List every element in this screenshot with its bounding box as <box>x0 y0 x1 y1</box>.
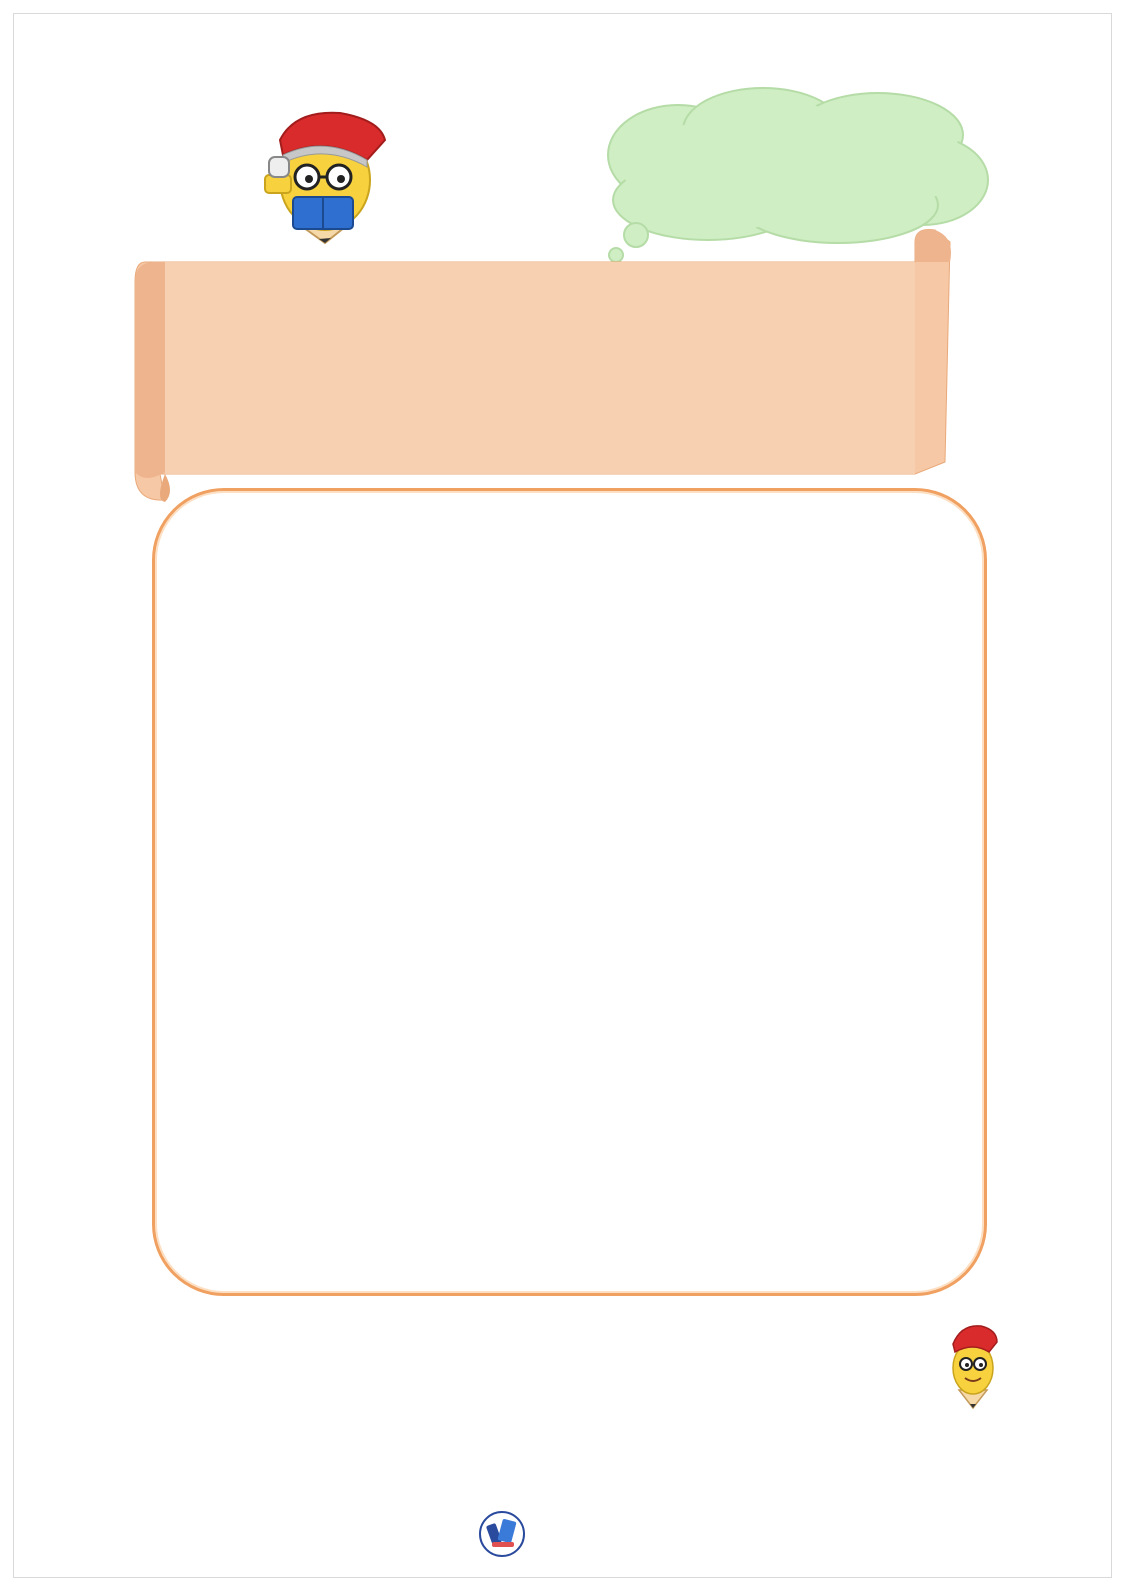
word-bank <box>170 270 940 486</box>
site-logo <box>478 1510 526 1558</box>
pencil-mascot-small-icon <box>945 1322 1001 1410</box>
word-bank-line <box>170 324 940 350</box>
word-bank-line <box>170 432 940 458</box>
exercise-box <box>152 488 987 1296</box>
word-bank-line <box>170 378 940 404</box>
word-bank-line <box>170 270 940 296</box>
